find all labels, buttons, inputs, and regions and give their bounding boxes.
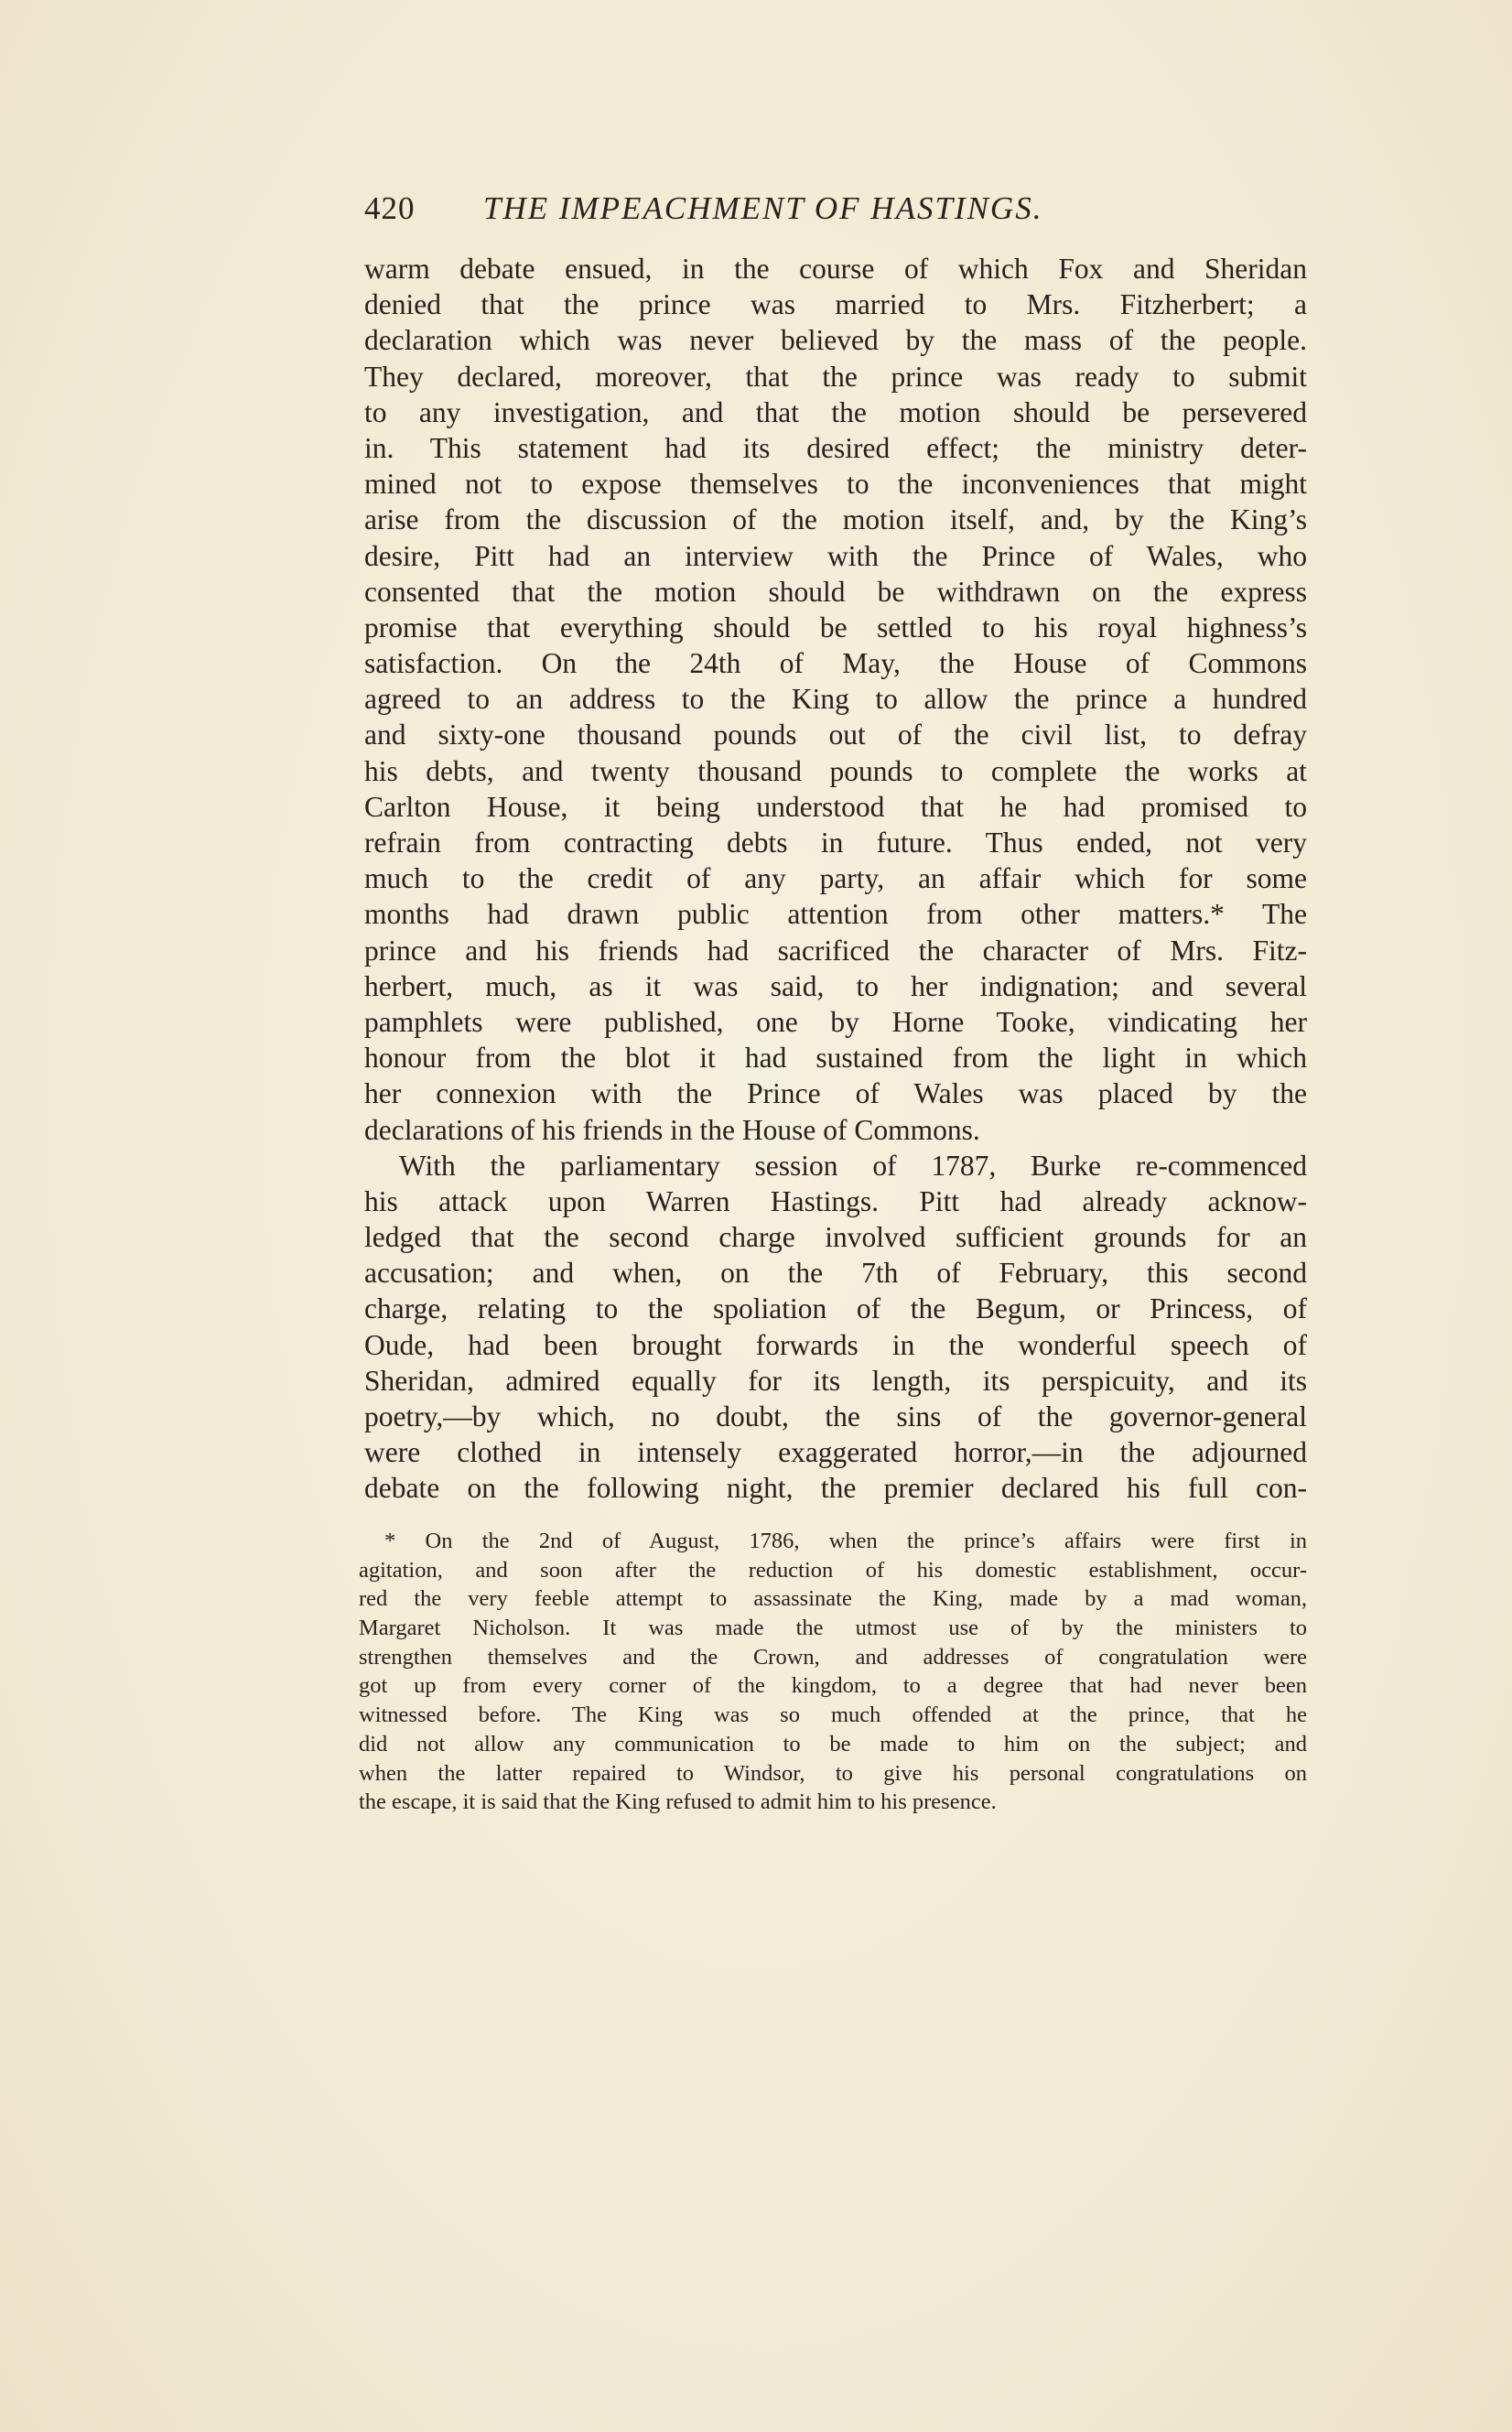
text-line: herbert, much, as it was said, to her indignation; and several <box>364 969 1307 1002</box>
footnote-line: when the latter repaired to Windsor, to give his personal congratulations on <box>359 1760 1307 1786</box>
text-line: promise that everything should be settled to his royal highness’s <box>364 611 1307 643</box>
text-line: declaration which was never believed by the mass of the people. <box>364 324 1307 357</box>
footnote-line: the escape, it is said that the King refused to admit him to his presence. <box>359 1789 997 1815</box>
text-line: Sheridan, admired equally for its length, its perspicuity, and its <box>364 1364 1307 1397</box>
text-line: ledged that the second charge involved sufficient grounds for an <box>364 1221 1307 1254</box>
footnote-line: Margaret Nicholson. It was made the utmost use of by the ministers to <box>359 1616 1307 1641</box>
text-line: mined not to expose themselves to the inconveniences that might <box>364 468 1307 501</box>
text-line: debate on the following night, the premier declared his full con- <box>364 1472 1307 1505</box>
text-line: With the parliamentary session of 1787, Burke re-commenced <box>399 1149 1307 1182</box>
text-line: Oude, had been brought forwards in the wonderful speech of <box>364 1328 1307 1361</box>
body-text <box>364 251 1307 1507</box>
footnote-line: red the very feeble attempt to assassinate the King, made by a mad woman, <box>359 1586 1307 1612</box>
text-line: They declared, moreover, that the prince was ready to submit <box>364 360 1307 393</box>
text-line: and sixty-one thousand pounds out of the civil list, to defray <box>364 719 1307 751</box>
text-line: much to the credit of any party, an affair which for some <box>364 862 1307 895</box>
text-line: warm debate ensued, in the course of which Fox and Sheridan <box>364 253 1307 285</box>
text-line: accusation; and when, on the 7th of February, this second <box>364 1257 1307 1290</box>
text-line: denied that the prince was married to Mrs. Fitzherbert; a <box>364 288 1307 321</box>
text-line: in. This statement had its desired effect; the ministry deter- <box>364 431 1307 464</box>
text-line: to any investigation, and that the motion should be persevered <box>364 395 1307 428</box>
text-line: arise from the discussion of the motion itself, and, by the King’s <box>364 503 1307 536</box>
footnote-line: strengthen themselves and the Crown, and addresses of congratulation were <box>359 1644 1307 1670</box>
footnote-line: * On the 2nd of August, 1786, when the prince’s affairs were first in <box>384 1529 1307 1553</box>
text-line: Carlton House, it being understood that he had promised to <box>364 790 1307 823</box>
text-line: charge, relating to the spoliation of the Begum, or Princess, of <box>364 1292 1307 1325</box>
running-title: THE IMPEACHMENT OF HASTINGS. <box>483 190 1043 226</box>
text-line: months had drawn public attention from other matters.* The <box>364 898 1307 931</box>
footnote-line: did not allow any communication to be made to him on the subject; and <box>359 1731 1307 1756</box>
footnote-line: got up from every corner of the kingdom, to a degree that had never been <box>359 1673 1307 1699</box>
text-line: pamphlets were published, one by Horne Tooke, vindicating her <box>364 1005 1307 1038</box>
text-line: consented that the motion should be withdrawn on the express <box>364 575 1307 608</box>
running-head <box>364 190 1193 232</box>
text-line: declarations of his friends in the House of Commons. <box>364 1113 980 1146</box>
text-line: were clothed in intensely exaggerated horror,—in the adjourned <box>364 1436 1307 1469</box>
text-line: poetry,—by which, no doubt, the sins of the governor-general <box>364 1400 1307 1432</box>
text-line: honour from the blot it had sustained from the light in which <box>364 1042 1307 1075</box>
text-line: refrain from contracting debts in future. Thus ended, not very <box>364 827 1307 859</box>
footnote-line: witnessed before. The King was so much offended at the prince, that he <box>359 1702 1307 1728</box>
text-line: desire, Pitt had an interview with the Prince of Wales, who <box>364 539 1307 572</box>
text-line: satisfaction. On the 24th of May, the House of Commons <box>364 647 1307 680</box>
page-number: 420 <box>364 190 416 226</box>
text-line: her connexion with the Prince of Wales was placed by the <box>364 1077 1307 1110</box>
text-line: his attack upon Warren Hastings. Pitt had already acknow- <box>364 1184 1307 1217</box>
text-line: agreed to an address to the King to allow the prince a hundred <box>364 683 1307 716</box>
footnote <box>359 1527 1307 1817</box>
text-line: his debts, and twenty thousand pounds to complete the works at <box>364 754 1307 787</box>
text-line: prince and his friends had sacrificed the character of Mrs. Fitz- <box>364 934 1307 967</box>
footnote-line: agitation, and soon after the reduction of his domestic establishment, occur- <box>359 1557 1307 1583</box>
